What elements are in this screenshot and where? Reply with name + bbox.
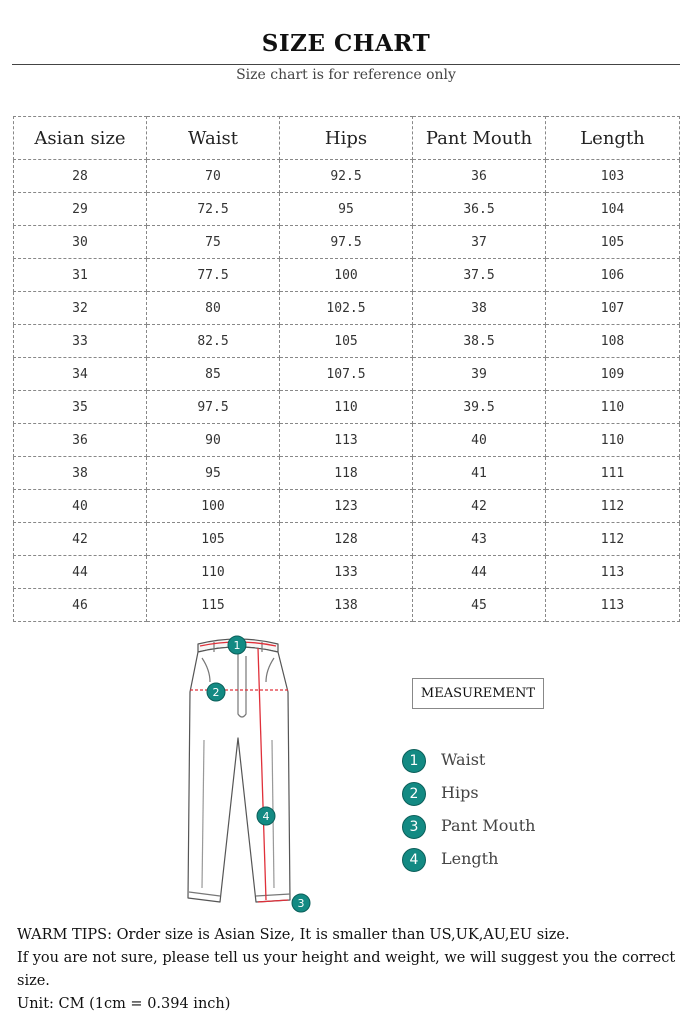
- table-row: [14, 391, 680, 424]
- table-row: [14, 259, 680, 292]
- table-cell: 110: [546, 424, 680, 457]
- table-cell: 95: [147, 457, 280, 490]
- table-cell: 39.5: [413, 391, 546, 424]
- table-cell: 138: [280, 589, 413, 622]
- title-divider: [12, 64, 680, 65]
- column-header: Pant Mouth: [413, 117, 546, 160]
- table-cell: 95: [280, 193, 413, 226]
- size-table: [13, 116, 680, 622]
- warm-tips: [17, 924, 677, 1016]
- table-cell: 38: [413, 292, 546, 325]
- table-cell: 97.5: [280, 226, 413, 259]
- table-row: [14, 292, 680, 325]
- measurement-legend: [402, 746, 622, 878]
- table-cell: 100: [147, 490, 280, 523]
- table-cell: 102.5: [280, 292, 413, 325]
- table-cell: 112: [546, 523, 680, 556]
- table-row: [14, 358, 680, 391]
- unit-note: Unit: CM (1cm = 0.394 inch): [17, 996, 231, 1012]
- table-cell: 40: [14, 490, 147, 523]
- tip-line: If you are not sure, please tell us your height and weight, we will suggest you the correct size.: [17, 950, 676, 989]
- svg-text:2: 2: [212, 686, 220, 699]
- table-cell: 44: [413, 556, 546, 589]
- marker-hips: [207, 683, 225, 701]
- column-header: Waist: [147, 117, 280, 160]
- table-cell: 123: [280, 490, 413, 523]
- table-cell: 39: [413, 358, 546, 391]
- table-cell: 77.5: [147, 259, 280, 292]
- table-cell: 133: [280, 556, 413, 589]
- svg-text:3: 3: [297, 897, 305, 910]
- table-row: [14, 457, 680, 490]
- page-title: SIZE CHART: [261, 30, 431, 57]
- legend-label: Length: [441, 849, 499, 868]
- table-row: [14, 226, 680, 259]
- table-cell: 105: [546, 226, 680, 259]
- legend-label: Pant Mouth: [441, 816, 536, 835]
- number-badge-icon: 4: [402, 848, 426, 872]
- table-cell: 85: [147, 358, 280, 391]
- table-cell: 113: [280, 424, 413, 457]
- number-badge-icon: 2: [402, 782, 426, 806]
- legend-item-waist: [402, 746, 622, 779]
- column-header: Hips: [280, 117, 413, 160]
- table-cell: 103: [546, 160, 680, 193]
- legend-item-hips: [402, 779, 622, 812]
- table-row: [14, 193, 680, 226]
- table-cell: 80: [147, 292, 280, 325]
- measurement-heading-box: [412, 678, 544, 709]
- marker-length: [257, 807, 275, 825]
- table-cell: 111: [546, 457, 680, 490]
- table-cell: 42: [14, 523, 147, 556]
- column-header: Length: [546, 117, 680, 160]
- table-cell: 38: [14, 457, 147, 490]
- table-cell: 45: [413, 589, 546, 622]
- table-cell: 118: [280, 457, 413, 490]
- table-cell: 28: [14, 160, 147, 193]
- table-row: [14, 160, 680, 193]
- table-cell: 128: [280, 523, 413, 556]
- tip-line: WARM TIPS: Order size is Asian Size, It is smaller than US,UK,AU,EU size.: [17, 927, 570, 943]
- table-cell: 82.5: [147, 325, 280, 358]
- table-cell: 72.5: [147, 193, 280, 226]
- table-cell: 105: [280, 325, 413, 358]
- table-cell: 112: [546, 490, 680, 523]
- legend-item-length: [402, 845, 622, 878]
- table-row: [14, 589, 680, 622]
- table-cell: 37.5: [413, 259, 546, 292]
- table-cell: 46: [14, 589, 147, 622]
- table-cell: 106: [546, 259, 680, 292]
- table-cell: 108: [546, 325, 680, 358]
- table-cell: 107: [546, 292, 680, 325]
- table-cell: 90: [147, 424, 280, 457]
- table-cell: 70: [147, 160, 280, 193]
- table-cell: 109: [546, 358, 680, 391]
- table-cell: 75: [147, 226, 280, 259]
- table-cell: 36: [413, 160, 546, 193]
- table-cell: 36: [14, 424, 147, 457]
- table-cell: 30: [14, 226, 147, 259]
- table-cell: 32: [14, 292, 147, 325]
- column-header: Asian size: [14, 117, 147, 160]
- table-cell: 42: [413, 490, 546, 523]
- table-row: [14, 490, 680, 523]
- table-cell: 107.5: [280, 358, 413, 391]
- table-cell: 113: [546, 589, 680, 622]
- table-cell: 40: [413, 424, 546, 457]
- table-cell: 104: [546, 193, 680, 226]
- pants-diagram: [180, 630, 320, 916]
- table-cell: 33: [14, 325, 147, 358]
- table-row: [14, 523, 680, 556]
- table-row: [14, 325, 680, 358]
- marker-pant-mouth: [292, 894, 310, 912]
- table-cell: 97.5: [147, 391, 280, 424]
- table-cell: 36.5: [413, 193, 546, 226]
- table-cell: 92.5: [280, 160, 413, 193]
- svg-text:1: 1: [233, 639, 241, 652]
- table-cell: 34: [14, 358, 147, 391]
- table-cell: 29: [14, 193, 147, 226]
- table-cell: 37: [413, 226, 546, 259]
- measurement-heading: MEASUREMENT: [420, 686, 536, 701]
- table-cell: 110: [147, 556, 280, 589]
- table-cell: 43: [413, 523, 546, 556]
- table-cell: 44: [14, 556, 147, 589]
- table-row: [14, 556, 680, 589]
- legend-label: Hips: [441, 783, 479, 802]
- table-cell: 38.5: [413, 325, 546, 358]
- table-cell: 115: [147, 589, 280, 622]
- legend-item-pant-mouth: [402, 812, 622, 845]
- legend-label: Waist: [441, 750, 486, 769]
- table-cell: 110: [280, 391, 413, 424]
- table-header-row: [14, 117, 680, 160]
- table-cell: 110: [546, 391, 680, 424]
- table-row: [14, 424, 680, 457]
- number-badge-icon: 3: [402, 815, 426, 839]
- marker-waist: [228, 636, 246, 654]
- table-body: [14, 160, 680, 622]
- table-cell: 113: [546, 556, 680, 589]
- table-cell: 35: [14, 391, 147, 424]
- page-subtitle: Size chart is for reference only: [236, 67, 456, 83]
- table-cell: 105: [147, 523, 280, 556]
- table-cell: 100: [280, 259, 413, 292]
- svg-text:4: 4: [262, 810, 270, 823]
- table-cell: 31: [14, 259, 147, 292]
- table-cell: 41: [413, 457, 546, 490]
- number-badge-icon: 1: [402, 749, 426, 773]
